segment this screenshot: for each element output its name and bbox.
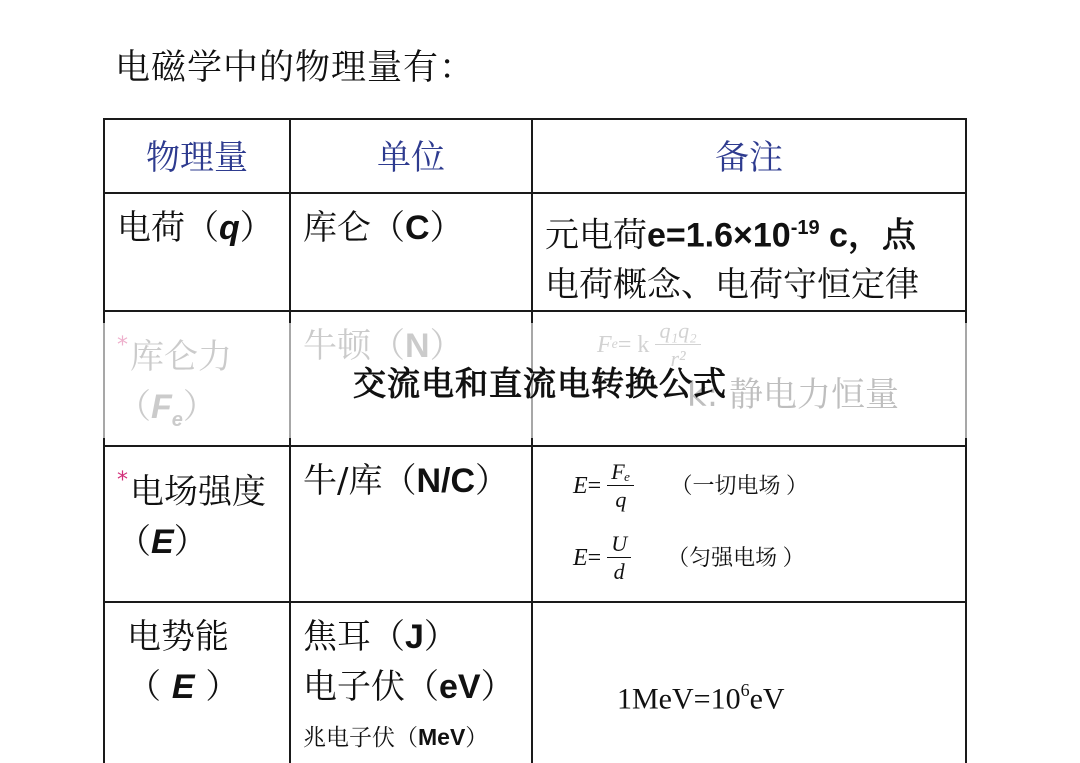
page-heading: 电磁学中的物理量有： bbox=[115, 48, 476, 88]
table-row-charge bbox=[104, 193, 966, 311]
cell-field-note bbox=[532, 446, 966, 602]
cell-field-unit: 牛/库（N/C） bbox=[290, 446, 532, 602]
header-unit: 单位 bbox=[290, 119, 532, 193]
header-note: 备注 bbox=[532, 119, 966, 193]
header-quantity: 物理量 bbox=[104, 119, 290, 193]
table-header-row bbox=[104, 119, 966, 193]
cell-charge-note: 元电荷$e=1.6\times 10^{-19}$ c，点 电荷概念、电荷守恒定律 bbox=[532, 193, 966, 311]
table-row-field bbox=[104, 446, 966, 602]
field-formula-general: E = $\frac{\text{Fₑ}}{q}$ （一切电场 ） bbox=[573, 459, 808, 513]
cell-charge-unit: 库仑（C） bbox=[290, 193, 532, 311]
field-formula-uniform: E = $\frac{U}{d}$ （匀强电场 ） bbox=[573, 531, 805, 585]
cell-field-quantity: *电场强度 （E） bbox=[104, 446, 290, 602]
cell-energy-note: $1MeV=10^6eV$ bbox=[532, 602, 966, 763]
cell-charge-quantity: 电荷（q） bbox=[104, 193, 290, 311]
cell-energy-unit: 焦耳（J） 电子伏（eV） 兆电子伏（MeV） bbox=[290, 602, 532, 763]
physics-table bbox=[103, 118, 967, 763]
overlay-title: 交流电和直流电转换公式 bbox=[353, 364, 727, 403]
table-row-energy bbox=[104, 602, 966, 763]
cell-energy-quantity: 电势能 （ E ） bbox=[104, 602, 290, 763]
star-mark: * bbox=[117, 468, 128, 494]
